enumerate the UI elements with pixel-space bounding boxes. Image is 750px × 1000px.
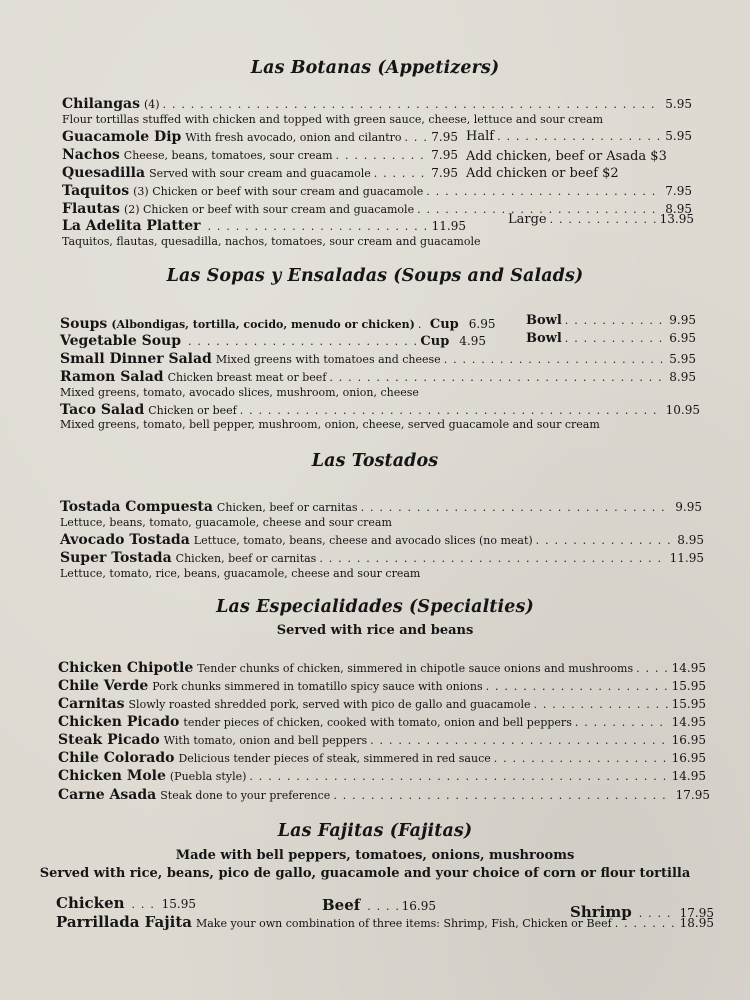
item-desc: (3) Chicken or beef with sour cream and guacamole [133, 185, 424, 198]
item-desc: With fresh avocado, onion and cilantro [185, 131, 402, 144]
item-price: 6.95 [669, 331, 696, 345]
item-desc: (Puebla style) [169, 770, 247, 783]
menu-item-avocado-tostada [60, 532, 704, 548]
item-name: Carnitas [58, 696, 125, 712]
section-title-botanas: Las Botanas (Appetizers) [250, 58, 500, 78]
menu-item-nachos [62, 147, 458, 163]
add-on-note: Add chicken, beef or Asada $3 [466, 149, 667, 164]
item-desc: Cheese, beans, tomatoes, sour cream [123, 149, 333, 162]
item-price: 4.95 [459, 334, 486, 348]
item-note: Lettuce, tomato, rice, beans, guacamole, cheese and sour cream [60, 567, 421, 580]
item-price: 18.95 [679, 916, 714, 930]
leader-dots [361, 501, 672, 514]
leader-dots [494, 752, 668, 765]
menu-item-carnitas [58, 696, 706, 712]
section-title-sopas: Las Sopas y Ensaladas (Soups and Salads) [166, 266, 584, 286]
menu-item-fajita-chicken [56, 894, 196, 912]
leader-dots [534, 698, 668, 711]
item-name: Carne Asada [58, 787, 157, 803]
item-price: 7.95 [665, 184, 692, 198]
menu-item-super-tostada [60, 550, 704, 566]
menu-item-ramon-salad [60, 369, 696, 385]
leader-dots [333, 789, 671, 802]
leader-dots [426, 185, 661, 198]
item-desc: tender pieces of chicken, cooked with tomato, onion and bell peppers [183, 716, 572, 729]
item-price: 15.95 [671, 697, 706, 711]
menu-item-chicken-chipotle [58, 660, 706, 676]
item-desc: Make your own combination of three items: Shrimp, Fish, Chicken or Beef [195, 917, 612, 930]
section-title-tostados: Las Tostados [311, 451, 439, 471]
item-name: Tostada Compuesta [60, 499, 213, 515]
item-name: Taquitos [62, 183, 130, 199]
leader-dots [486, 680, 668, 693]
item-note: Mixed greens, tomato, bell pepper, mushroom, onion, cheese, served guacamole and sour cream [60, 418, 600, 431]
leader-dots [249, 770, 667, 783]
menu-item-platter-large [508, 212, 694, 227]
item-price: 14.95 [671, 715, 706, 729]
leader-dots [240, 404, 662, 417]
size-label: Cup [429, 317, 459, 332]
leader-dots [565, 332, 665, 345]
add-on-note: Add chicken or beef $2 [466, 166, 619, 181]
leader-dots [188, 335, 416, 348]
item-price: 9.95 [675, 500, 702, 514]
item-name: Soups [60, 316, 108, 332]
item-desc: Mixed greens with tomatoes and cheese [215, 353, 441, 366]
leader-dots [405, 131, 428, 144]
item-desc: Chicken or beef [148, 404, 237, 417]
item-desc: (Albondigas, tortilla, cocido, menudo or chicken) [111, 318, 415, 331]
leader-dots [497, 130, 661, 143]
menu-item-quesadilla [62, 165, 458, 181]
item-price: 15.95 [161, 897, 196, 911]
item-desc: Pork chunks simmered in tomatillo spicy sauce with onions [152, 680, 483, 693]
item-name: Quesadilla [62, 165, 146, 181]
menu-item-fajita-beef [322, 896, 436, 914]
item-desc: Served with sour cream and guacamole [149, 167, 371, 180]
item-desc: Lettuce, tomato, beans, cheese and avocado slices (no meat) [193, 534, 533, 547]
item-name: Chicken Mole [58, 768, 166, 784]
menu-item-chicken-picado [58, 714, 706, 730]
item-desc: Steak done to your preference [160, 789, 331, 802]
menu-item-chicken-mole [58, 768, 706, 784]
leader-dots [636, 662, 668, 675]
menu-item-chilangas [62, 96, 692, 112]
item-name: La Adelita Platter [62, 218, 201, 234]
item-note: Lettuce, beans, tomato, guacamole, cheese and sour cream [60, 516, 392, 529]
leader-dots [575, 716, 668, 729]
leader-dots [550, 213, 656, 226]
menu-item-vegetable-bowl [526, 331, 696, 346]
item-price: 5.95 [665, 129, 692, 143]
item-price: 16.95 [671, 751, 706, 765]
item-price: 8.95 [669, 370, 696, 384]
menu-item-carne-asada [58, 787, 710, 803]
menu-item-taquitos [62, 183, 692, 199]
item-name: Avocado Tostada [60, 532, 190, 548]
item-desc: Chicken, beef or carnitas [216, 501, 358, 514]
item-name: Taco Salad [60, 402, 145, 418]
leader-dots [565, 314, 665, 327]
leader-dots [536, 534, 674, 547]
item-name: Flautas [62, 201, 120, 217]
menu-item-taco-salad [60, 402, 700, 418]
item-price: 16.95 [401, 899, 436, 913]
menu-item-parrillada-fajita [56, 913, 714, 931]
menu-item-soups-bowl [526, 313, 696, 328]
item-desc: Slowly roasted shredded pork, served with pico de gallo and guacamole [128, 698, 531, 711]
menu-item-chile-colorado [58, 750, 706, 766]
section-title-especialidades: Las Especialidades (Specialties) [216, 597, 534, 617]
item-price: 6.95 [468, 317, 496, 331]
item-desc: With tomato, onion and bell peppers [163, 734, 368, 747]
section-subtitle: Served with rice and beans [276, 623, 474, 638]
item-price: 8.95 [677, 533, 704, 547]
leader-dots [163, 98, 662, 111]
item-desc: (2) Chicken or beef with sour cream and guacamole [123, 203, 415, 216]
item-name: Super Tostada [60, 550, 172, 566]
item-desc: Chicken breast meat or beef [167, 371, 327, 384]
item-name: Chicken Picado [58, 714, 180, 730]
size-label: Cup [420, 334, 450, 349]
item-price: 14.95 [671, 769, 706, 783]
item-price: 11.95 [669, 551, 704, 565]
item-desc: (4) [143, 98, 160, 111]
fajitas-description-line-2: Served with rice, beans, pico de gallo, guacamole and your choice of corn or flour tortilla [39, 866, 691, 881]
item-price: 9.95 [669, 313, 696, 327]
leader-dots [208, 220, 428, 233]
item-desc: Delicious tender pieces of steak, simmered in red sauce [178, 752, 491, 765]
item-name: Chicken Chipotle [58, 660, 194, 676]
item-price: 15.95 [671, 679, 706, 693]
menu-item-chile-verde [58, 678, 706, 694]
size-label: Half [466, 129, 495, 144]
size-label: Bowl [526, 313, 562, 328]
item-price: 7.95 [431, 148, 458, 162]
item-price: 13.95 [659, 212, 694, 226]
item-name: Nachos [62, 147, 120, 163]
item-price: 10.95 [665, 403, 700, 417]
item-note: Taquitos, flautas, quesadilla, nachos, tomatoes, sour cream and guacamole [62, 235, 481, 248]
item-name: Small Dinner Salad [60, 351, 212, 367]
leader-dots [319, 552, 665, 565]
section-title-fajitas: Las Fajitas (Fajitas) [277, 821, 473, 841]
menu-item-la-adelita-platter [62, 218, 466, 234]
leader-dots [336, 149, 428, 162]
menu-item-vegetable-soup [60, 333, 486, 349]
item-price: 8.95 [665, 202, 692, 216]
item-name: Beef [322, 896, 361, 914]
item-name: Chile Verde [58, 678, 149, 694]
item-name: Guacamole Dip [62, 129, 182, 145]
leader-dots [444, 353, 666, 366]
size-label: Large [508, 212, 547, 227]
item-price: 17.95 [675, 788, 710, 802]
menu-item-steak-picado [58, 732, 706, 748]
item-name: Chicken [56, 894, 125, 912]
leader-dots [367, 900, 397, 913]
leader-dots [329, 371, 665, 384]
size-label: Bowl [526, 331, 562, 346]
item-price: 7.95 [431, 166, 458, 180]
item-price: 14.95 [671, 661, 706, 675]
leader-dots [418, 318, 426, 331]
leader-dots [374, 167, 428, 180]
item-price: 5.95 [665, 97, 692, 111]
leader-dots [132, 898, 158, 911]
item-desc: Tender chunks of chicken, simmered in chipotle sauce onions and mushrooms [197, 662, 634, 675]
item-name: Parrillada Fajita [56, 913, 192, 931]
item-name: Chile Colorado [58, 750, 175, 766]
leader-dots [615, 917, 676, 930]
item-name: Shrimp [570, 903, 632, 921]
item-name: Ramon Salad [60, 369, 164, 385]
fajitas-description-line-1: Made with bell peppers, tomatoes, onions, mushrooms [175, 848, 575, 863]
item-name: Steak Picado [58, 732, 160, 748]
item-desc: Chicken, beef or carnitas [175, 552, 317, 565]
item-note: Mixed greens, tomato, avocado slices, mushroom, onion, cheese [60, 386, 419, 399]
menu-item-small-dinner-salad [60, 351, 696, 367]
item-price: 11.95 [431, 219, 466, 233]
item-price: 17.95 [679, 906, 714, 920]
item-name: Chilangas [62, 96, 140, 112]
menu-item-soups [60, 316, 496, 332]
menu-item-guacamole-dip [62, 129, 458, 145]
menu-item-guacamole-half [466, 129, 692, 144]
item-note: Flour tortillas stuffed with chicken and topped with green sauce, cheese, lettuce and sour cream [62, 113, 604, 126]
item-name: Vegetable Soup [60, 333, 182, 349]
menu-item-tostada-compuesta [60, 499, 702, 515]
item-price: 7.95 [431, 130, 458, 144]
item-price: 5.95 [669, 352, 696, 366]
leader-dots [370, 734, 667, 747]
item-price: 16.95 [671, 733, 706, 747]
